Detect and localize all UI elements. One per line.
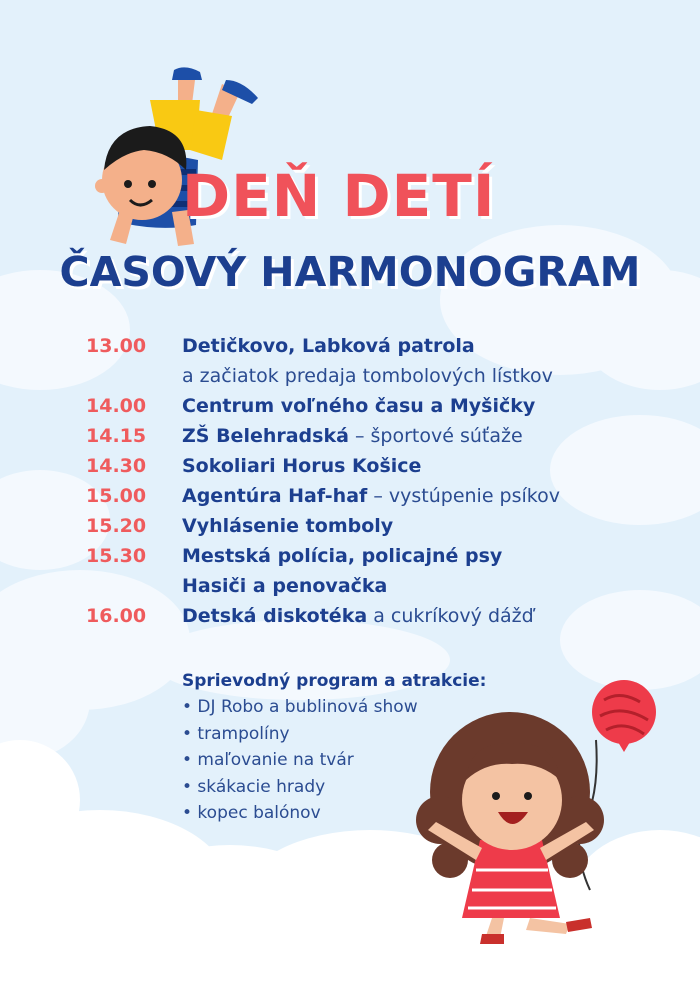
schedule-row (86, 451, 646, 481)
schedule-time: 14.15 (86, 425, 147, 447)
schedule-row (86, 511, 646, 541)
list-item: • trampolíny (182, 723, 290, 744)
schedule-time: 14.00 (86, 395, 147, 417)
schedule-entry: Agentúra Haf-haf – vystúpenie psíkov (182, 485, 560, 507)
schedule-list (86, 331, 646, 631)
schedule-time: 14.30 (86, 455, 147, 477)
schedule-row (86, 331, 646, 361)
list-item: • skákacie hrady (182, 776, 326, 797)
schedule-row (86, 391, 646, 421)
list-item: • maľovanie na tvár (182, 750, 354, 770)
extras-section (182, 668, 486, 827)
schedule-entry: Detičkovo, Labková patrola (182, 335, 475, 357)
schedule-row (86, 571, 646, 601)
schedule-entry: Sokoliari Horus Košice (182, 455, 422, 477)
schedule-subtitle: ČASOVÝ HARMONOGRAM (59, 248, 641, 296)
schedule-entry: Mestská polícia, policajné psy (182, 545, 503, 567)
schedule-entry: Detská diskotéka a cukríkový dážď (182, 605, 534, 627)
schedule-time: 13.00 (86, 335, 147, 357)
schedule-entry: Centrum voľného času a Myšičky (182, 395, 536, 417)
extras-heading: Sprievodný program a atrakcie: (182, 671, 487, 691)
schedule-row (86, 541, 646, 571)
schedule-entry: ZŠ Belehradská – športové súťaže (182, 425, 523, 447)
schedule-row (86, 421, 646, 451)
schedule-time: 15.20 (86, 515, 147, 537)
schedule-time: 15.30 (86, 545, 147, 567)
schedule-time: 16.00 (86, 605, 147, 627)
schedule-row (86, 601, 646, 631)
schedule-entry: a začiatok predaja tombolových lístkov (182, 365, 553, 387)
list-item: • DJ Robo a bublinová show (182, 697, 418, 717)
event-title: DEŇ DETÍ (182, 162, 496, 230)
schedule-entry: Vyhlásenie tomboly (182, 515, 394, 537)
schedule-time: 15.00 (86, 485, 147, 507)
schedule-row (86, 361, 646, 391)
schedule-entry: Hasiči a penovačka (182, 575, 388, 597)
list-item: • kopec balónov (182, 803, 321, 823)
schedule-row (86, 481, 646, 511)
